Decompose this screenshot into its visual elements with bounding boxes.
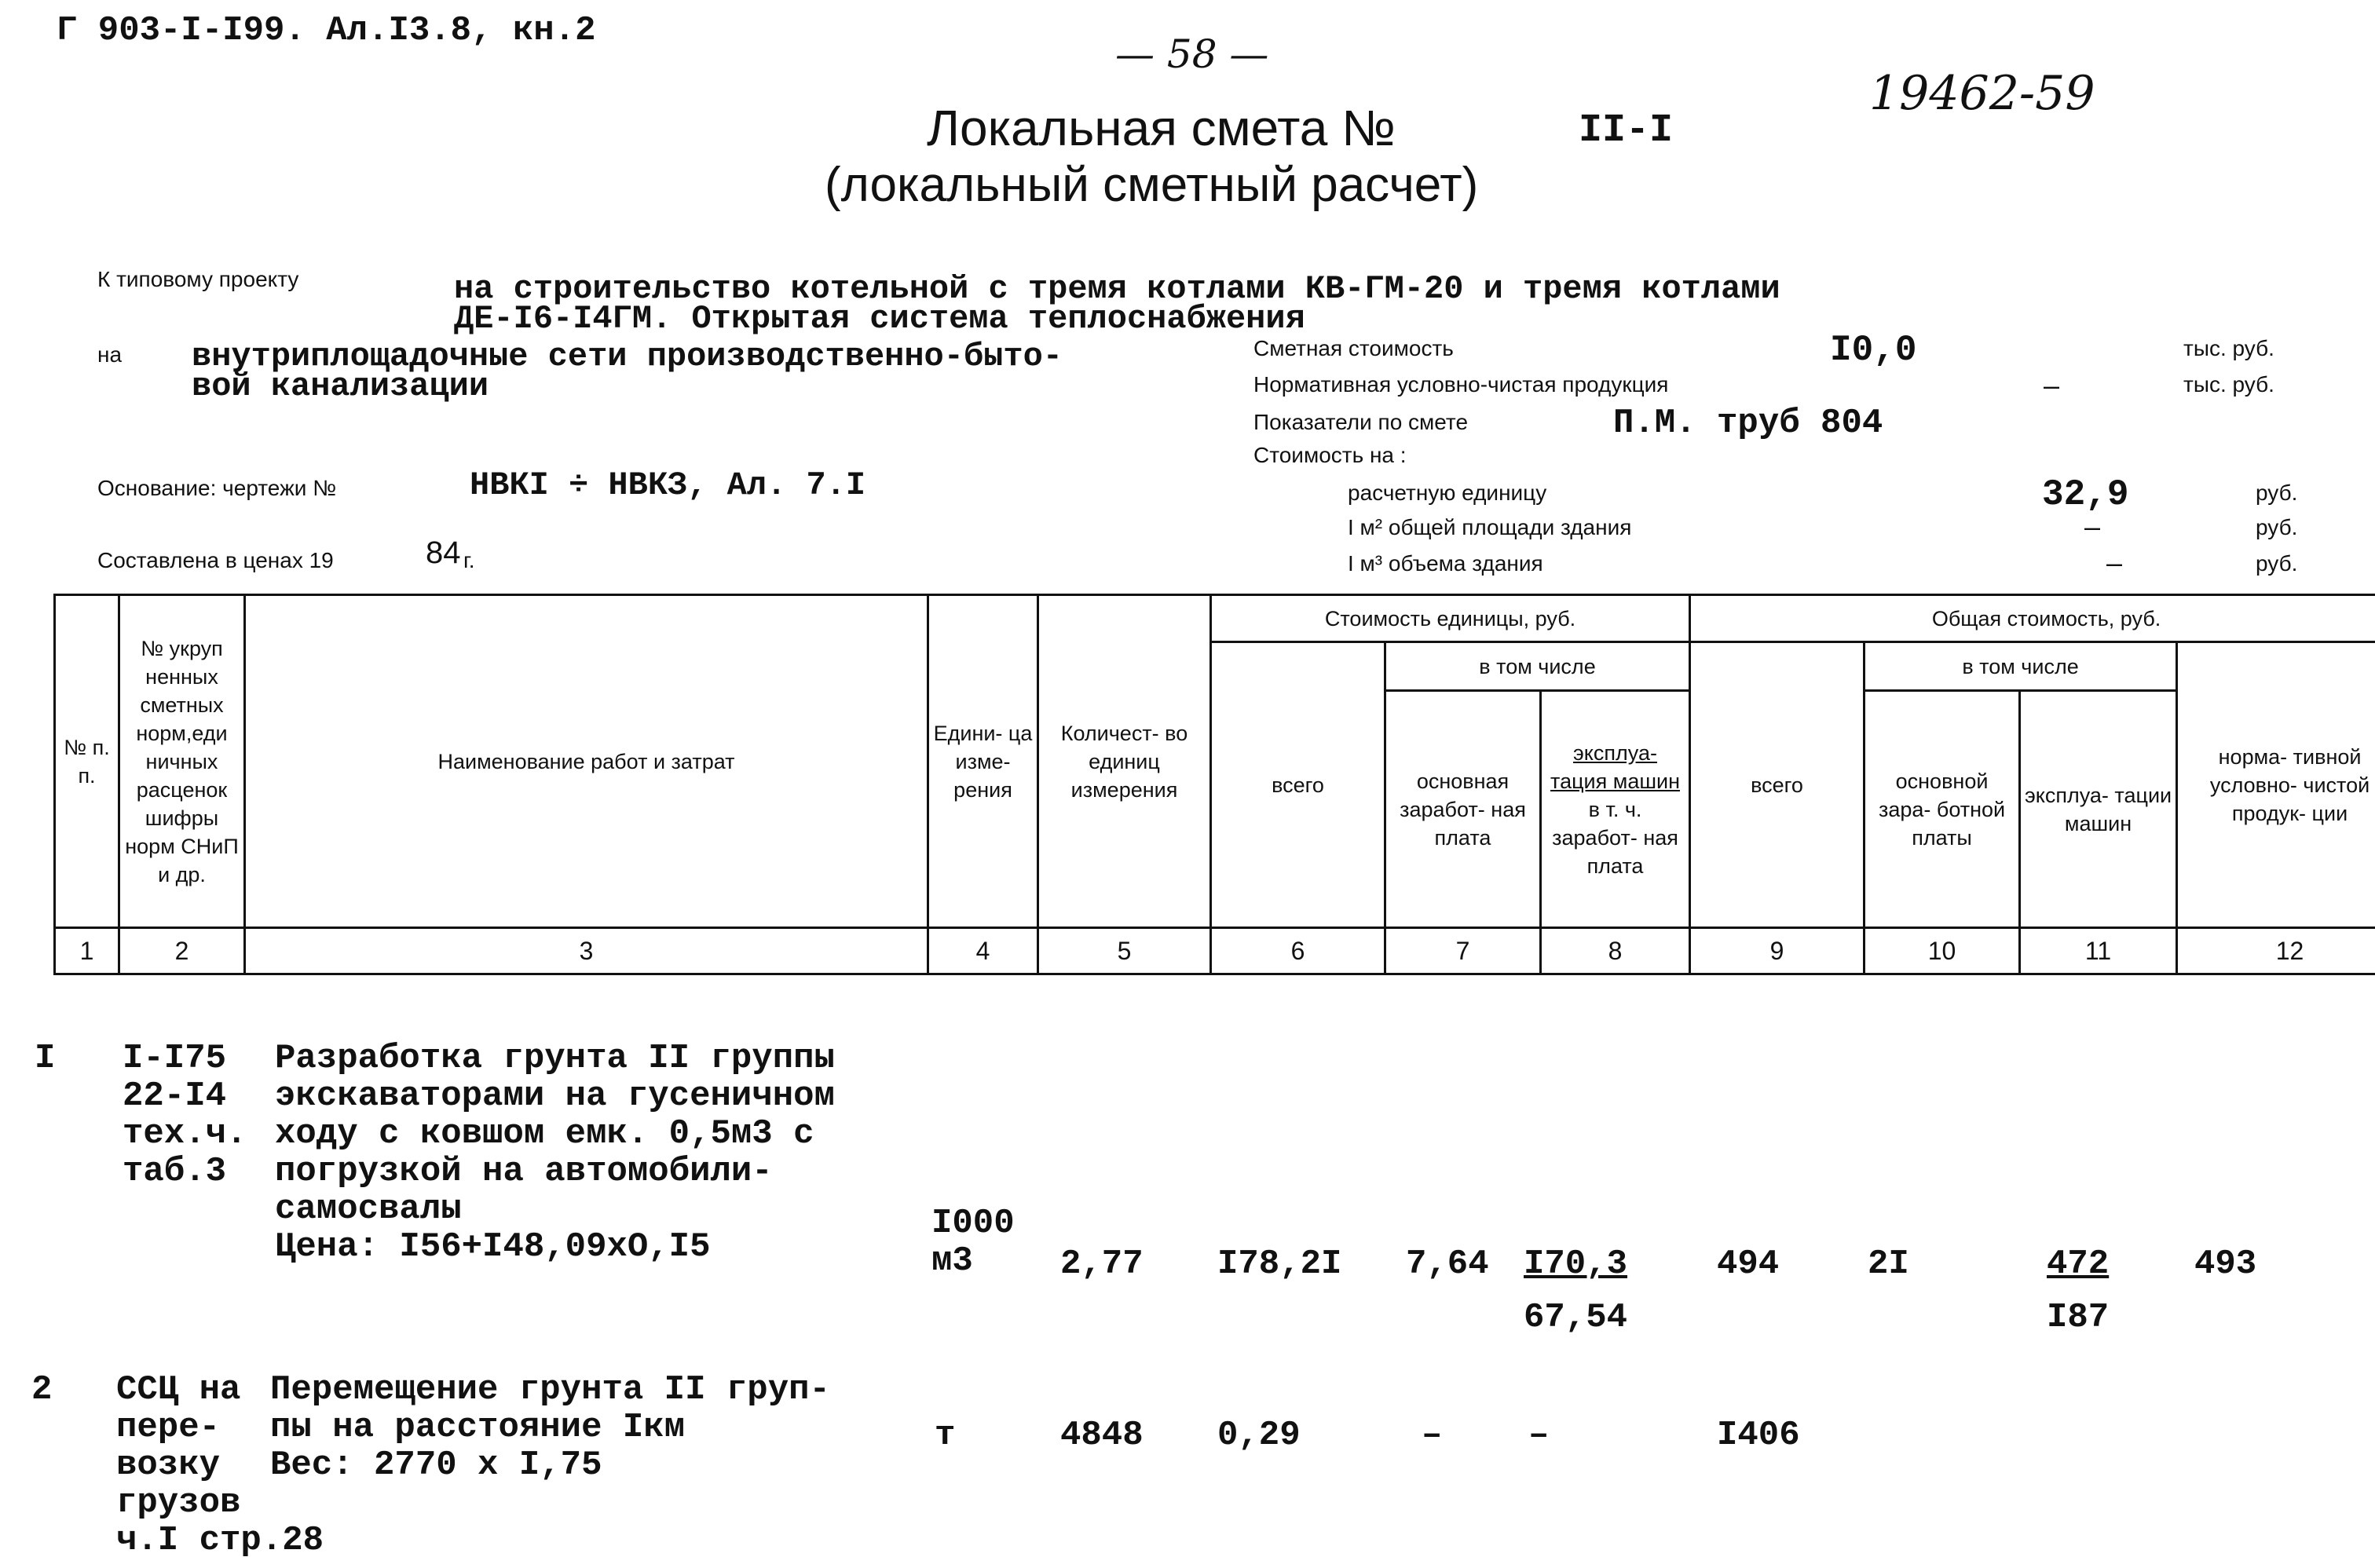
per-volume-unit: руб.	[2256, 551, 2298, 576]
row1-product: 493	[2194, 1245, 2257, 1284]
col-num-7: 7	[1385, 928, 1541, 974]
total-in-that-header: в том числе	[1865, 642, 2177, 691]
row1-code-line: таб.3	[123, 1152, 227, 1191]
row2-quantity: 4848	[1060, 1416, 1144, 1455]
row2-name-line: Перемещение грунта II груп-	[270, 1370, 830, 1409]
row2-unit: т	[935, 1416, 956, 1455]
row1-total-machine-wage: I87	[2047, 1298, 2110, 1337]
row2-code-line: грузов	[116, 1483, 241, 1522]
group-unit-cost-header: Стоимость единицы, руб.	[1211, 595, 1690, 642]
group-total-cost-header: Общая стоимость, руб.	[1690, 595, 2375, 642]
row2-code-line: возку	[116, 1446, 221, 1485]
project-text-line1: на строительство котельной с тремя котлами КВ-ГМ-20 и тремя котлами	[454, 270, 1780, 308]
row1-code-line: 22-I4	[123, 1076, 227, 1116]
row2-unit-machine: –	[1528, 1416, 1550, 1455]
row1-code-line: тех.ч.	[123, 1114, 247, 1153]
on-label: на	[97, 342, 123, 367]
document-code: Г 903-I-I99. Ал.I3.8, кн.2	[57, 11, 596, 50]
estimate-number: II-I	[1579, 108, 1674, 153]
row1-unit-machine: I70,3	[1524, 1245, 1628, 1284]
col-total-machine-header: эксплуа- тации машин	[2020, 691, 2177, 928]
indicators-label: Показатели по смете	[1253, 410, 1469, 434]
row1-name-line: экскаваторами на гусеничном	[275, 1076, 835, 1116]
project-label: К типовому проекту	[97, 267, 299, 291]
row2-code-line: ч.I стр.28	[116, 1521, 324, 1560]
product-value: –	[2044, 369, 2060, 401]
col-num-11: 11	[2020, 928, 2177, 974]
per-area-unit: руб.	[2256, 515, 2298, 539]
col-total-header: всего	[1690, 642, 1865, 928]
cost-value: I0,0	[1830, 330, 1917, 371]
row2-code-line: ССЦ на	[116, 1370, 241, 1409]
basis-text: НВКI ÷ НВКЗ, Ал. 7.I	[470, 466, 866, 504]
row1-total-wage: 2I	[1868, 1245, 1909, 1284]
col-name-header: Наименование работ и затрат	[245, 595, 928, 928]
price-year: 84	[426, 535, 461, 570]
prices-label: Составлена в ценах 19	[97, 548, 334, 572]
col-num-9: 9	[1690, 928, 1865, 974]
row1-total-machine: 472	[2047, 1245, 2110, 1284]
row1-unit-machine-wage: 67,54	[1524, 1298, 1628, 1337]
row2-unit-total: 0,29	[1217, 1416, 1301, 1455]
col-quantity-header: Количест- во единиц измерения	[1038, 595, 1211, 928]
per-unit-value: 32,9	[2042, 474, 2129, 515]
row2-number: 2	[31, 1370, 53, 1409]
row1-name-line: Разработка грунта II группы	[275, 1039, 835, 1078]
row1-code-line: I-I75	[123, 1039, 227, 1078]
cost-per-label: Стоимость на :	[1253, 443, 1407, 467]
col-total-wage-header: основной зара- ботной платы	[1865, 691, 2020, 928]
per-area-label: I м² общей площади здания	[1348, 515, 1632, 539]
product-unit: тыс. руб.	[2183, 372, 2274, 397]
col-num-6: 6	[1211, 928, 1385, 974]
row1-number: I	[35, 1039, 56, 1078]
project-text-line2: ДЕ-I6-I4ГМ. Открытая система теплоснабжения	[454, 300, 1305, 338]
row2-total: I406	[1717, 1416, 1800, 1455]
per-unit-unit: руб.	[2256, 481, 2298, 505]
col-num-8: 8	[1541, 928, 1690, 974]
row1-unit-total: I78,2I	[1217, 1245, 1342, 1284]
basis-label: Основание: чертежи №	[97, 476, 337, 500]
row1-total: 494	[1717, 1245, 1780, 1284]
row1-unit-wage: 7,64	[1406, 1245, 1489, 1284]
col-code-header: № укруп ненных сметных норм,еди ничных расценок шифры норм СНиП и др.	[119, 595, 245, 928]
col-num-10: 10	[1865, 928, 2020, 974]
row1-name-line: погрузкой на автомобили-	[275, 1152, 773, 1191]
indicators-value: П.М. труб 804	[1613, 404, 1883, 443]
page-title: Локальная смета №	[927, 100, 1396, 156]
row2-name-line: пы на расстояние Iкм	[270, 1408, 686, 1447]
row2-code-line: пере-	[116, 1408, 221, 1447]
col-num-1: 1	[55, 928, 119, 974]
page-subtitle: (локальный сметный расчет)	[825, 158, 1479, 212]
col-num-2: 2	[119, 928, 245, 974]
unit-in-that-header: в том числе	[1385, 642, 1690, 691]
row1-name-line: самосвалы	[275, 1190, 462, 1229]
row1-unit-line: I000	[931, 1204, 1015, 1243]
document-id: 19462-59	[1869, 66, 2095, 121]
per-volume-value: –	[2106, 546, 2123, 579]
per-area-value: –	[2084, 510, 2101, 543]
row1-name-line: Цена: I56+I48,09хО,I5	[275, 1227, 711, 1266]
product-label: Нормативная условно-чистая продукция	[1253, 372, 1669, 397]
cost-unit: тыс. руб.	[2183, 336, 2274, 360]
row1-quantity: 2,77	[1060, 1245, 1144, 1284]
col-product-header: норма- тивной условно- чистой продук- ции	[2177, 642, 2375, 928]
machine-wage-label: в т. ч. заработ- ная плата	[1552, 797, 1678, 878]
col-num-12: 12	[2177, 928, 2375, 974]
per-volume-label: I м³ объема здания	[1348, 551, 1543, 576]
col-num-5: 5	[1038, 928, 1211, 974]
row2-unit-wage: –	[1422, 1416, 1443, 1455]
on-text-line1: внутриплощадочные сети производственно-быто-	[192, 338, 1063, 375]
machine-op-label: эксплуа- тация машин	[1550, 740, 1680, 793]
estimate-table-header	[53, 594, 2375, 975]
row2-name-line: Вес: 2770 х I,75	[270, 1446, 602, 1485]
col-unit-header: Едини- ца изме- рения	[928, 595, 1038, 928]
row1-unit-line: м3	[931, 1241, 973, 1281]
per-unit-label: расчетную единицу	[1348, 481, 1547, 505]
col-number-header: № п. п.	[55, 595, 119, 928]
price-suffix: г.	[463, 548, 475, 572]
col-num-3: 3	[245, 928, 928, 974]
row1-name-line: ходу с ковшом емк. 0,5м3 с	[275, 1114, 814, 1153]
col-num-4: 4	[928, 928, 1038, 974]
col-unit-total-header: всего	[1211, 642, 1385, 928]
cost-label: Сметная стоимость	[1253, 336, 1454, 360]
col-unit-wage-header: основная заработ- ная плата	[1385, 691, 1541, 928]
on-text-line2: вой канализации	[192, 367, 489, 405]
page-number: — 58 —	[1115, 31, 1269, 77]
col-unit-machine-header	[1541, 691, 1690, 928]
